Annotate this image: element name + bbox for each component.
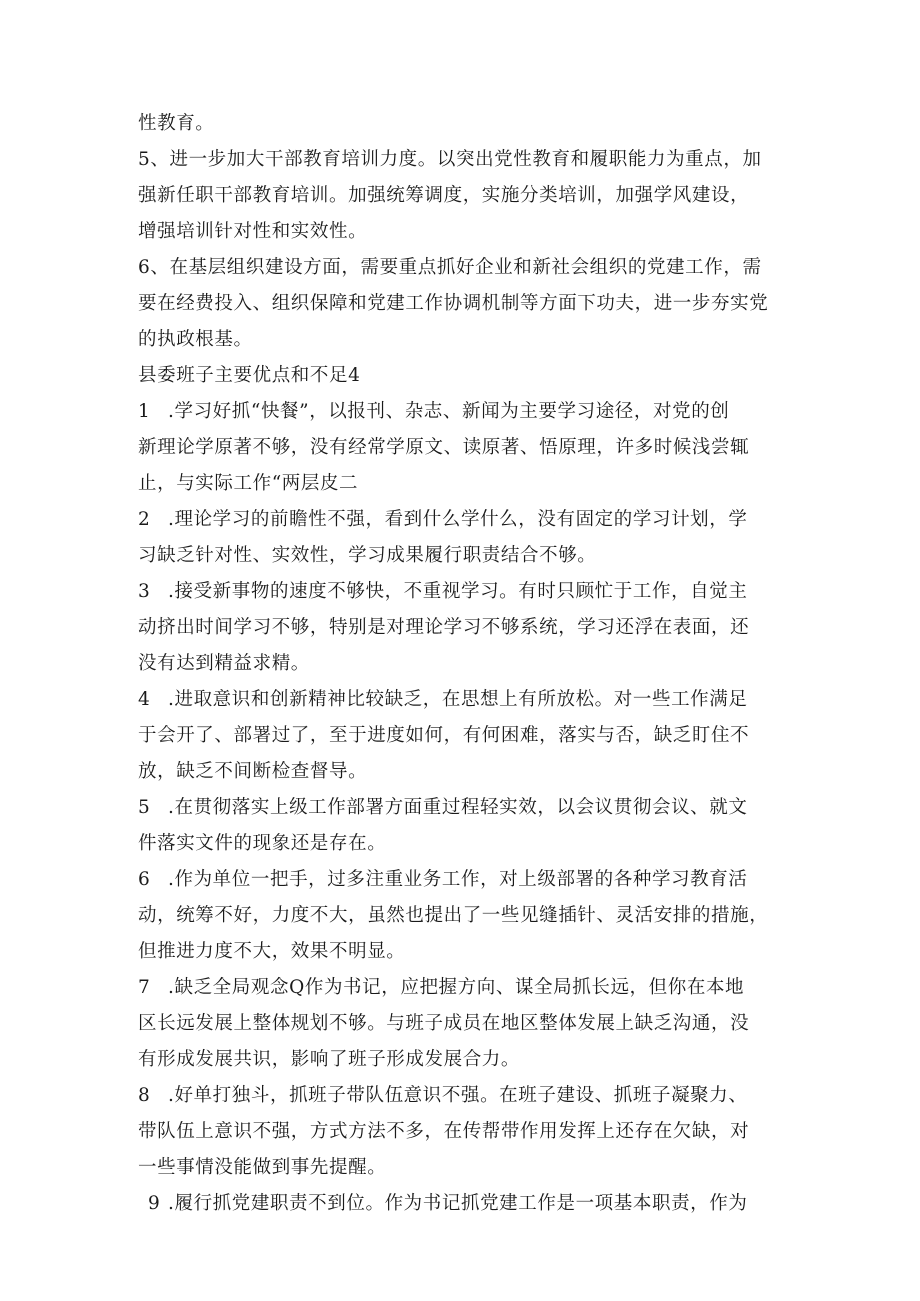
text-line: 的执政根基。 xyxy=(138,329,253,350)
text-line: 区长远发展上整体规划不够。与班子成员在地区整体发展上缺乏沟通，没 xyxy=(138,1013,750,1034)
text-line: .作为单位一把手，过多注重业务工作，对上级部署的各种学习教育活 xyxy=(168,869,748,890)
list-item xyxy=(138,862,798,970)
list-item xyxy=(138,574,798,682)
list-item-number: 4 xyxy=(138,689,151,710)
list-item xyxy=(138,1186,798,1222)
text-line: 习缺乏针对性、实效性，学习成果履行职责结合不够。 xyxy=(138,545,597,566)
list-item xyxy=(138,394,798,502)
text-line: .理论学习的前瞻性不强，看到什么学什么，没有固定的学习计划，学 xyxy=(168,509,748,530)
text-line: 有形成发展共识，影响了班子形成发展合力。 xyxy=(138,1049,521,1070)
text-line: 新理论学原著不够，没有经常学原文、读原著、悟原理，许多时候浅尝辄 xyxy=(138,437,750,458)
list-item-number: 9 xyxy=(148,1193,161,1214)
text-line: .缺乏全局观念Q作为书记，应把握方向、谋全局抓长远，但你在本地 xyxy=(168,977,745,998)
paragraph-item-5 xyxy=(138,142,798,250)
text-line: 性教育。 xyxy=(138,113,215,134)
text-line: 6、在基层组织建设方面，需要重点抓好企业和新社会组织的党建工作，需 xyxy=(138,257,762,278)
list-item-number: 5 xyxy=(138,797,151,818)
text-line: 要在经费投入、组织保障和党建工作协调机制等方面下功夫，进一步夯实党 xyxy=(138,293,769,314)
text-line: .学习好抓“快餐”，以报刊、杂志、新闻为主要学习途径，对党的创 xyxy=(168,401,730,422)
list-item xyxy=(138,682,798,790)
text-line: .在贯彻落实上级工作部署方面重过程轻实效，以会议贯彻会议、就文 xyxy=(168,797,748,818)
list-item-number: 3 xyxy=(138,581,151,602)
text-line: 没有达到精益求精。 xyxy=(138,653,310,674)
text-line: 但推进力度不大，效果不明显。 xyxy=(138,941,406,962)
text-line: 增强培训针对性和实效性。 xyxy=(138,221,368,242)
list-item xyxy=(138,1078,798,1186)
text-line: 强新任职干部教育培训。加强统筹调度，实施分类培训，加强学风建设， xyxy=(138,185,750,206)
text-line: 带队伍上意识不强，方式方法不多，在传帮带作用发挥上还存在欠缺，对 xyxy=(138,1121,750,1142)
list-item xyxy=(138,790,798,862)
section-heading: 县委班子主要优点和不足4 xyxy=(138,365,361,386)
text-line: 放，缺乏不间断检查督导。 xyxy=(138,761,368,782)
paragraph-continuation xyxy=(138,106,798,142)
list-item-number: 8 xyxy=(138,1085,151,1106)
list-item xyxy=(138,502,798,574)
text-line: .接受新事物的速度不够快，不重视学习。有时只顾忙于工作，自觉主 xyxy=(168,581,748,602)
text-line: 于会开了、部署过了，至于进度如何，有何困难，落实与否，缺乏盯住不 xyxy=(138,725,750,746)
list-item-number: 6 xyxy=(138,869,151,890)
text-line: 5、进一步加大干部教育培训力度。以突出党性教育和履职能力为重点，加 xyxy=(138,149,762,170)
list-item-number: 7 xyxy=(138,977,151,998)
paragraph-item-6 xyxy=(138,250,798,358)
list-item xyxy=(138,970,798,1078)
text-line: 一些事情没能做到事先提醒。 xyxy=(138,1157,387,1178)
text-line: 动，统筹不好，力度不大，虽然也提出了一些见缝插针、灵活安排的措施， xyxy=(138,905,769,926)
list-item-number: 1 xyxy=(138,401,151,422)
list-item-number: 2 xyxy=(138,509,151,530)
text-line: 止，与实际工作“两层皮二 xyxy=(138,473,359,494)
document-page xyxy=(138,106,798,1222)
text-line: .进取意识和创新精神比较缺乏，在思想上有所放松。对一些工作满足 xyxy=(168,689,748,710)
text-line: .履行抓党建职责不到位。作为书记抓党建工作是一项基本职责，作为 xyxy=(168,1193,748,1214)
text-line: 件落实文件的现象还是存在。 xyxy=(138,833,387,854)
text-line: .好单打独斗，抓班子带队伍意识不强。在班子建设、抓班子凝聚力、 xyxy=(168,1085,748,1106)
text-line: 动挤出时间学习不够，特别是对理论学习不够系统，学习还浮在表面，还 xyxy=(138,617,750,638)
